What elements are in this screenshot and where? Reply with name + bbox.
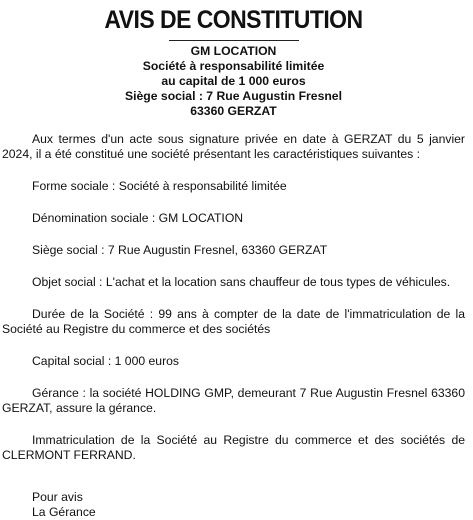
signature-line-2: La Gérance: [32, 505, 96, 519]
signature-block: [2, 490, 465, 520]
company-postcode: 63360 GERZAT: [190, 104, 277, 118]
company-header: [2, 44, 465, 119]
company-capital: au capital de 1 000 euros: [161, 74, 306, 88]
paragraph-siege-social: Siège social : 7 Rue Augustin Fresnel, 63360 GERZAT: [32, 243, 328, 257]
paragraph-duree: Durée de la Société : 99 ans à compter de la date de l'immatriculation de la Société au Registre du commerce et des sociétés: [2, 307, 465, 336]
company-address: Siège social : 7 Rue Augustin Fresnel: [125, 89, 342, 103]
intro-paragraph: Aux termes d'un acte sous signature privée en date à GERZAT du 5 janvier 2024, il a été constitué une société présentant les caractéristiques suivantes :: [2, 132, 465, 161]
signature-line-1: Pour avis: [32, 490, 83, 504]
title-divider: [169, 40, 299, 41]
paragraph-gerance: Gérance : la société HOLDING GMP, demeurant 7 Rue Augustin Fresnel 63360 GERZAT, assure la gérance.: [2, 386, 465, 415]
notice-title: AVIS DE CONSTITUTION: [104, 6, 363, 34]
paragraph-denomination: Dénomination sociale : GM LOCATION: [32, 211, 244, 225]
paragraph-forme-sociale: Forme sociale : Société à responsabilité limitée: [32, 179, 287, 193]
company-name: GM LOCATION: [190, 44, 277, 58]
notice-body: [2, 132, 465, 463]
paragraph-objet-social: Objet social : L'achat et la location sans chauffeur de tous types de véhicules.: [32, 275, 451, 289]
company-form: Société à responsabilité limitée: [142, 59, 325, 73]
paragraph-immatriculation: Immatriculation de la Société au Registre du commerce et des sociétés de CLERMONT FERRAND.: [2, 433, 465, 462]
paragraph-capital: Capital social : 1 000 euros: [32, 354, 180, 368]
